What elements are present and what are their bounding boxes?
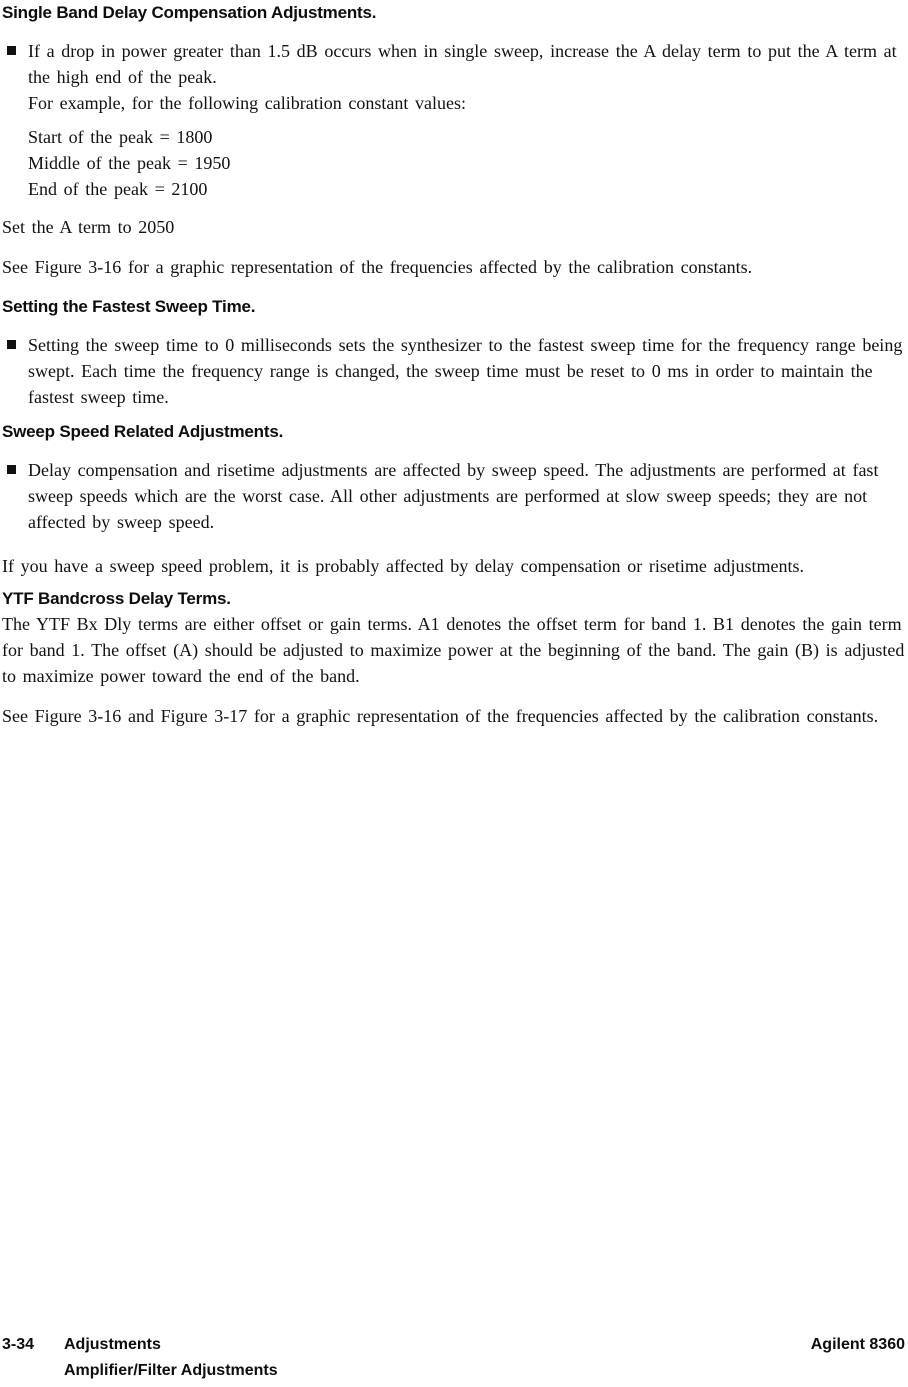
calibration-value-middle: Middle of the peak = 1950: [28, 153, 231, 173]
square-bullet-icon: [7, 465, 16, 474]
see-figure-316-paragraph: See Figure 3-16 for a graphic representation of the frequencies affected by the calibration constants.: [2, 257, 753, 277]
calibration-value-end: End of the peak = 2100: [28, 179, 208, 199]
footer-section-title: Amplifier/Filter Adjustments: [64, 1362, 278, 1379]
calibration-value-start: Start of the peak = 1800: [28, 127, 213, 147]
bullet-content: [28, 332, 906, 410]
bullet-item-drop-in-power: [2, 38, 906, 116]
heading-sweep-speed-related: Sweep Speed Related Adjustments.: [2, 422, 284, 441]
bullet-content: [28, 38, 906, 116]
ytf-bandcross-body-paragraph: The YTF Bx Dly terms are either offset or gain terms. A1 denotes the offset term for band 1. B1 denotes the gain term for band 1. The offset (A) should be adjusted to maximize power at the beginning of the band. The gain (B) is adjusted to maximize power toward the end of the band.: [2, 614, 905, 686]
calibration-values-block: [28, 124, 906, 202]
footer-row: [2, 1332, 905, 1358]
heading-ytf-bandcross: YTF Bandcross Delay Terms.: [2, 589, 231, 608]
heading-single-band-delay: Single Band Delay Compensation Adjustments.: [2, 3, 377, 22]
sweep-speed-problem-paragraph: If you have a sweep speed problem, it is probably affected by delay compensation or risetime adjustments.: [2, 556, 805, 576]
bullet-text-sweep-time-zero: Setting the sweep time to 0 milliseconds sets the synthesizer to the fastest sweep time for the frequency range being swept. Each time the frequency range is changed, the sweep time must be reset to 0 ms in order to maintain the fastest sweep time.: [28, 335, 903, 407]
bullet-item-delay-compensation: [2, 457, 906, 535]
square-bullet-icon: [7, 340, 16, 349]
bullet-text-for-example: For example, for the following calibration constant values:: [28, 93, 467, 113]
footer-product-name: Agilent 8360: [810, 1336, 905, 1353]
bullet-content: [28, 457, 906, 535]
bullet-text-delay-compensation: Delay compensation and risetime adjustments are affected by sweep speed. The adjustments are performed at fast sweep speeds which are the worst case. All other adjustments are performed at slow sweep speeds; they are not affected by sweep speed.: [28, 460, 879, 532]
see-figures-316-317-paragraph: See Figure 3-16 and Figure 3-17 for a graphic representation of the frequencies affected by the calibration constants.: [2, 706, 879, 726]
bullet-text-drop-in-power: If a drop in power greater than 1.5 dB occurs when in single sweep, increase the A delay term to put the A term at the high end of the peak.: [28, 41, 897, 87]
square-bullet-icon: [7, 46, 16, 55]
footer-left-group: [2, 1332, 161, 1358]
set-a-term-line: Set the A term to 2050: [2, 217, 175, 237]
footer-page-number: 3-34: [2, 1336, 35, 1353]
bullet-item-sweep-time-zero: [2, 332, 906, 410]
heading-fastest-sweep-time: Setting the Fastest Sweep Time.: [2, 297, 256, 316]
footer-chapter-title: Adjustments: [64, 1336, 161, 1353]
page-footer: [2, 1332, 905, 1384]
